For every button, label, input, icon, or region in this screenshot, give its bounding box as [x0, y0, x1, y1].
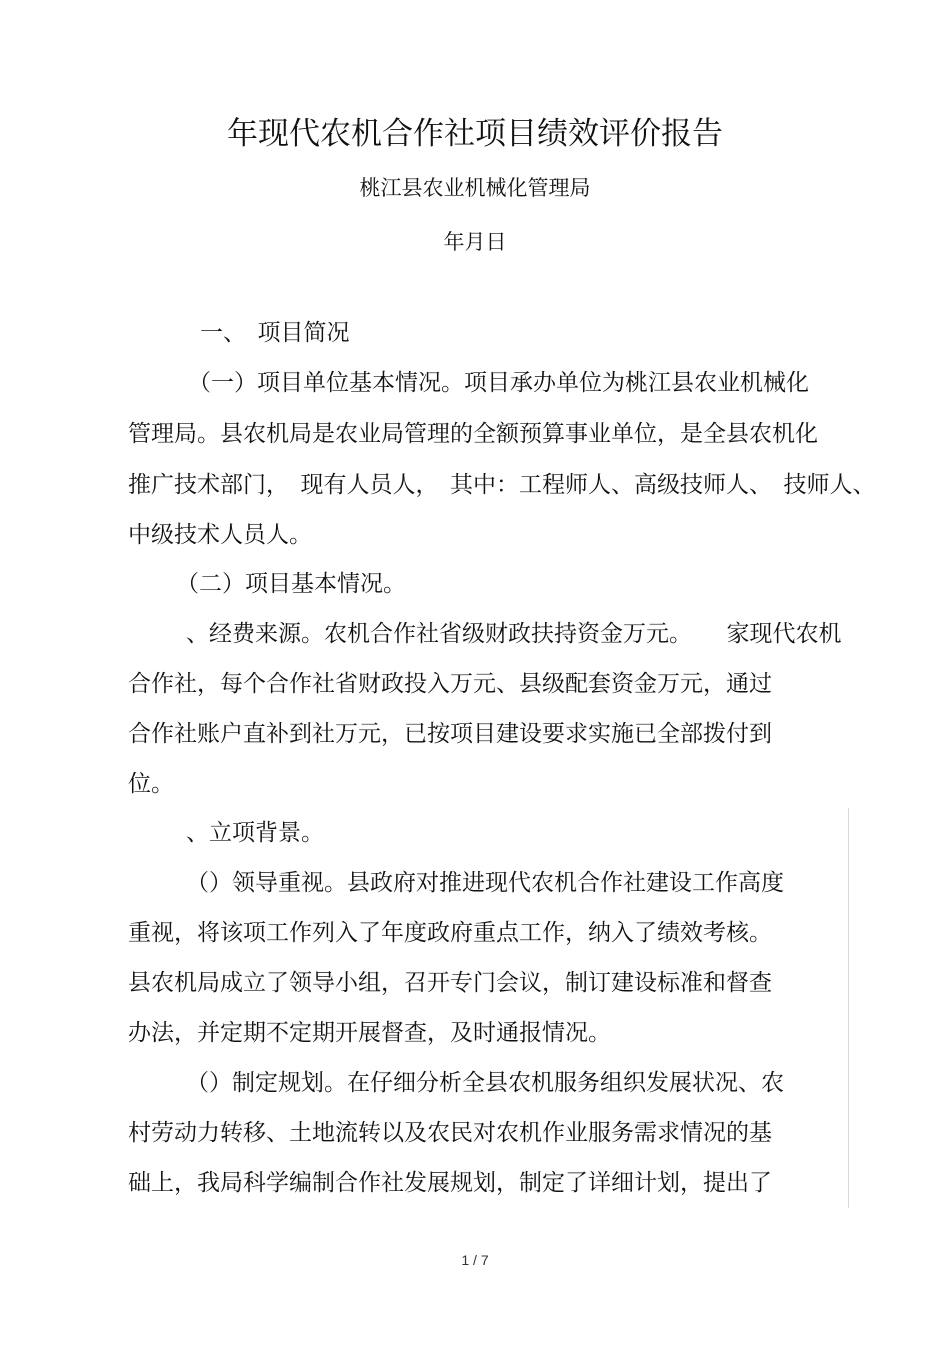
margin-rule [848, 808, 849, 1208]
subsection-heading: 、立项背景。 [186, 820, 324, 846]
paragraph-line: 重视，将该项工作列入了年度政府重点工作，纳入了绩效考核。 [128, 920, 772, 946]
paragraph-line: 合作社账户直补到社万元，已按项目建设要求实施已全部拨付到 [128, 721, 772, 747]
document-date: 年月日 [443, 230, 507, 254]
paragraph-line: 础上，我局科学编制合作社发展规划，制定了详细计划，提出了 [128, 1170, 772, 1196]
paragraph-line: 县农机局成立了领导小组，召开专门会议，制订建设标准和督查 [128, 970, 772, 996]
paragraph-line: （一）项目单位基本情况。项目承办单位为桃江县农业机械化 [188, 370, 809, 396]
paragraph-line: （）领导重视。县政府对推进现代农机合作社建设工作高度 [186, 870, 784, 896]
paragraph-line: 推广技术部门， 现有人员人， 其中：工程师人、高级技师人、 技师人、 [128, 472, 876, 498]
paragraph-line: （）制定规划。在仔细分析全县农机服务组织发展状况、农 [186, 1070, 784, 1096]
document-subtitle: 桃江县农业机械化管理局 [359, 176, 591, 200]
page-number: 1 / 7 [461, 1252, 489, 1268]
subsection-heading: （二）项目基本情况。 [176, 571, 406, 597]
section-heading: 一、 项目简况 [200, 320, 350, 346]
paragraph-line: 办法，并定期不定期开展督查，及时通报情况。 [128, 1020, 611, 1046]
paragraph-line: 位。 [128, 771, 174, 797]
paragraph-line: 中级技术人员人。 [128, 522, 312, 548]
document-title: 年现代农机合作社项目绩效评价报告 [227, 116, 723, 152]
paragraph-line: 、经费来源。农机合作社省级财政扶持资金万元。 家现代农机 [186, 621, 842, 647]
paragraph-line: 合作社，每个合作社省财政投入万元、县级配套资金万元，通过 [128, 671, 772, 697]
paragraph-line: 管理局。县农机局是农业局管理的全额预算事业单位，是全县农机化 [128, 421, 818, 447]
paragraph-line: 村劳动力转移、土地流转以及农民对农机作业服务需求情况的基 [128, 1120, 772, 1146]
